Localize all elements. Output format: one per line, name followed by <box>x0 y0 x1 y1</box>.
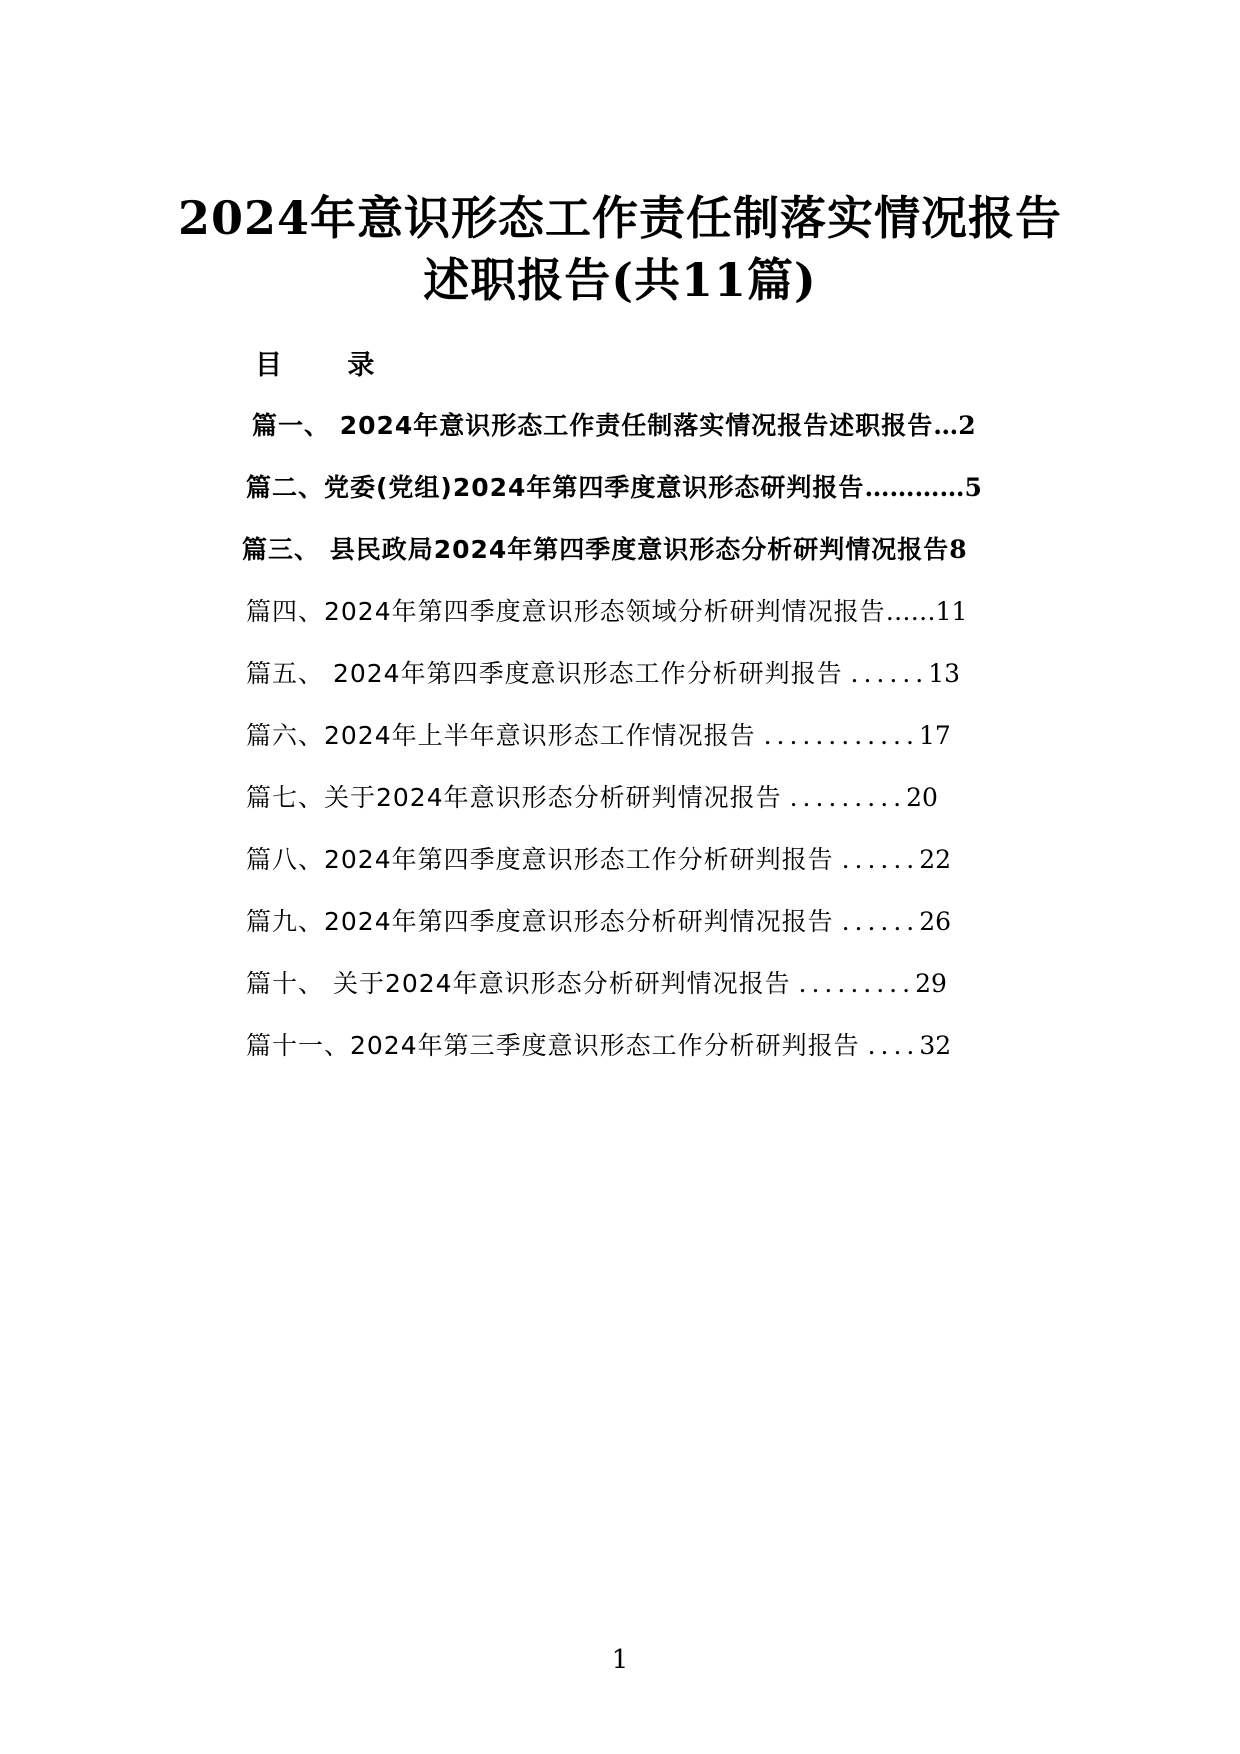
toc-entry-3[interactable] <box>242 530 967 570</box>
toc-heading: 目 录 <box>255 350 403 381</box>
toc-entry-page: 32 <box>919 1031 952 1060</box>
toc-entry-label: 篇二、党委(党组)2024年第四季度意识形态研判报告 <box>246 473 865 502</box>
toc-entry-label: 篇五、 2024年第四季度意识形态工作分析研判报告 <box>246 659 843 688</box>
toc-entry-leader: ...... <box>841 907 920 936</box>
toc-entry-label: 篇十、 关于2024年意识形态分析研判情况报告 <box>246 969 791 998</box>
toc-entry-page: 8 <box>949 535 967 564</box>
toc-entry-label: 篇八、2024年第四季度意识形态工作分析研判报告 <box>246 845 834 874</box>
toc-entry-page: 17 <box>918 721 951 750</box>
toc-entry-6[interactable] <box>246 716 951 756</box>
toc-entry-2[interactable] <box>246 468 982 508</box>
toc-entry-label: 篇六、2024年上半年意识形态工作情况报告 <box>246 721 756 750</box>
toc-entry-leader: … <box>933 411 959 440</box>
toc-entry-leader: …… <box>885 597 936 626</box>
toc-entry-4[interactable] <box>246 592 967 632</box>
toc-entry-page: 5 <box>964 473 982 502</box>
toc-entry-page: 29 <box>915 969 947 998</box>
toc-entry-label: 篇九、2024年第四季度意识形态分析研判情况报告 <box>246 907 834 936</box>
toc-entry-page: 26 <box>919 907 952 936</box>
toc-entry-leader: ...... <box>841 845 920 874</box>
toc-entry-page: 2 <box>958 411 976 440</box>
toc-entry-11[interactable] <box>246 1026 951 1066</box>
toc-entry-7[interactable] <box>246 778 938 818</box>
toc-entry-page: 13 <box>928 659 961 688</box>
toc-entry-8[interactable] <box>246 840 951 880</box>
toc-entry-page: 11 <box>935 597 968 626</box>
toc-entry-page: 22 <box>919 845 952 874</box>
toc-entry-10[interactable] <box>246 964 947 1004</box>
toc-entry-leader: ………… <box>864 473 965 502</box>
toc-entry-page: 20 <box>906 783 938 812</box>
toc-entry-leader: .... <box>867 1031 920 1060</box>
toc-entry-label: 篇七、关于2024年意识形态分析研判情况报告 <box>246 783 782 812</box>
document-title-line-2: 述职报告(共11篇) <box>423 253 817 307</box>
toc-entry-leader: ............ <box>763 721 919 750</box>
toc-entry-label: 篇三、 县民政局2024年第四季度意识形态分析研判情况报告 <box>242 535 950 564</box>
toc-entry-1[interactable] <box>252 406 976 446</box>
toc-entry-label: 篇一、 2024年意识形态工作责任制落实情况报告述职报告 <box>252 411 934 440</box>
document-title-line-1: 2024年意识形态工作责任制落实情况报告 <box>177 191 1063 245</box>
toc-entry-5[interactable] <box>246 654 960 694</box>
toc-entry-leader: ......... <box>789 783 907 812</box>
page-number: 1 <box>611 1645 629 1675</box>
toc-entry-label: 篇四、2024年第四季度意识形态领域分析研判情况报告 <box>246 597 886 626</box>
toc-entry-9[interactable] <box>246 902 951 942</box>
toc-entry-leader: ......... <box>798 969 916 998</box>
toc-entry-label: 篇十一、2024年第三季度意识形态工作分析研判报告 <box>246 1031 860 1060</box>
toc-entry-leader: ...... <box>850 659 929 688</box>
